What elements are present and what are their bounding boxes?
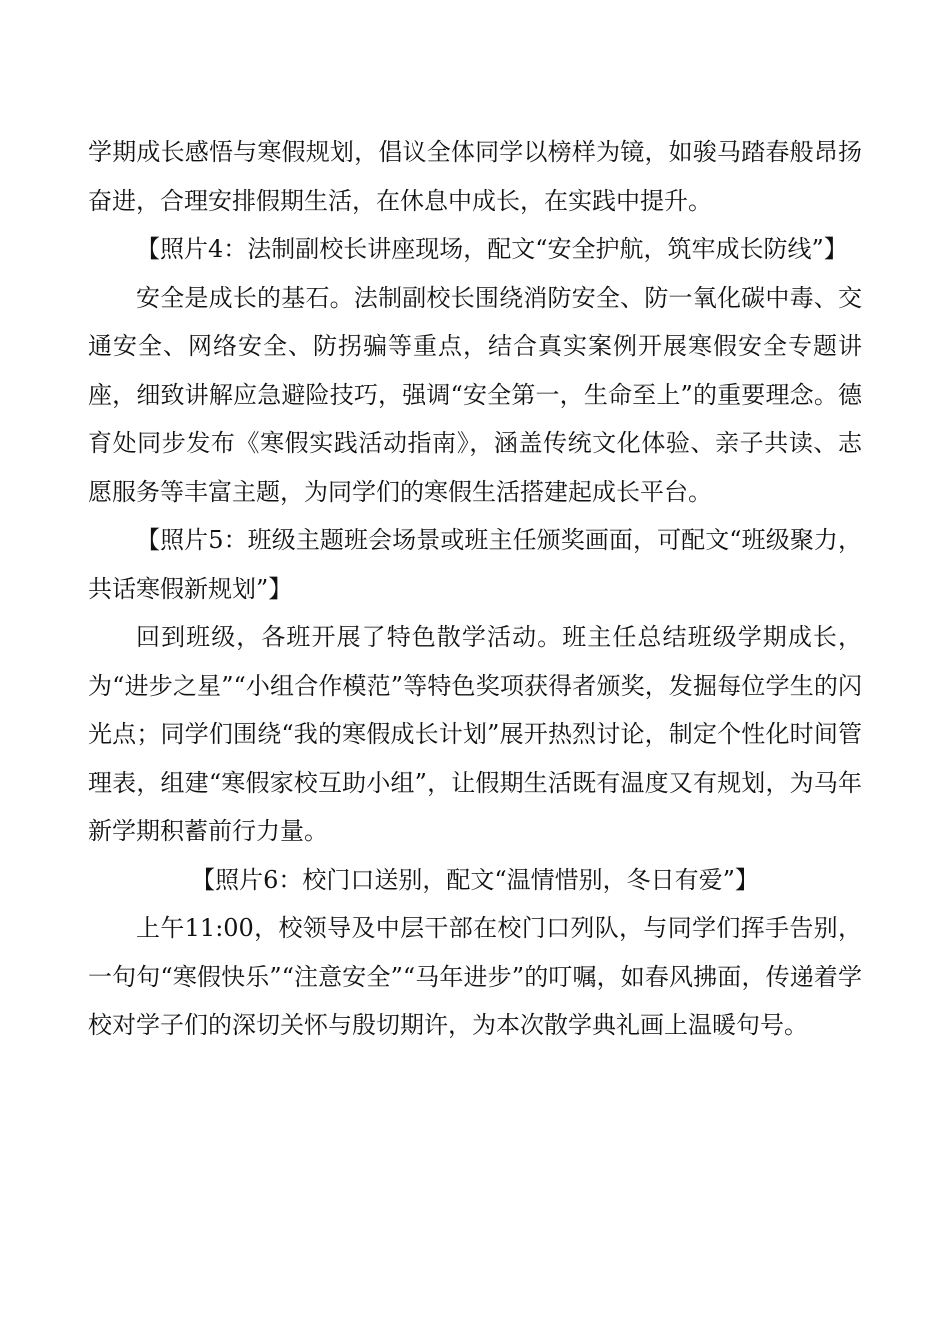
photo-caption-4: 【照片4：法制副校长讲座现场，配文“安全护航，筑牢成长防线”】	[136, 235, 848, 263]
photo-caption-6: 【照片6：校门口送别，配文“温情惜别，冬日有爱”】	[191, 865, 759, 894]
photo-caption-5: 【照片5：班级主题班会场景或班主任颁奖画面，可配文“班级聚力，共话寒假新规划”】	[88, 526, 862, 603]
paragraph-class-activities: 回到班级，各班开展了特色散学活动。班主任总结班级学期成长，为“进步之星”“小组合作模范”等特色奖项获得者颁奖，发掘每位学生的闪光点；同学们围绕“我的寒假成长计划”展开热烈讨论，制定个性化时间管理表，组建“寒假家校互助小组”，让假期生活既有温度又有规划，为马年新学期积蓄前行力量。	[88, 623, 862, 845]
paragraph-semester-reflection: 学期成长感悟与寒假规划，倡议全体同学以榜样为镜，如骏马踏春般昂扬奋进，合理安排假期生活，在休息中成长，在实践中提升。	[88, 138, 862, 215]
document-page	[88, 128, 862, 1050]
paragraph-farewell: 上午11:00，校领导及中层干部在校门口列队，与同学们挥手告别，一句句“寒假快乐”“注意安全”“马年进步”的叮嘱，如春风拂面，传递着学校对学子们的深切关怀与殷切期许，为本次散学典礼画上温暖句号。	[88, 914, 862, 1039]
paragraph-safety-lecture: 安全是成长的基石。法制副校长围绕消防安全、防一氧化碳中毒、交通安全、网络安全、防拐骗等重点，结合真实案例开展寒假安全专题讲座，细致讲解应急避险技巧，强调“安全第一，生命至上”的重要理念。德育处同步发布《寒假实践活动指南》，涵盖传统文化体验、亲子共读、志愿服务等丰富主题，为同学们的寒假生活搭建起成长平台。	[88, 283, 862, 506]
